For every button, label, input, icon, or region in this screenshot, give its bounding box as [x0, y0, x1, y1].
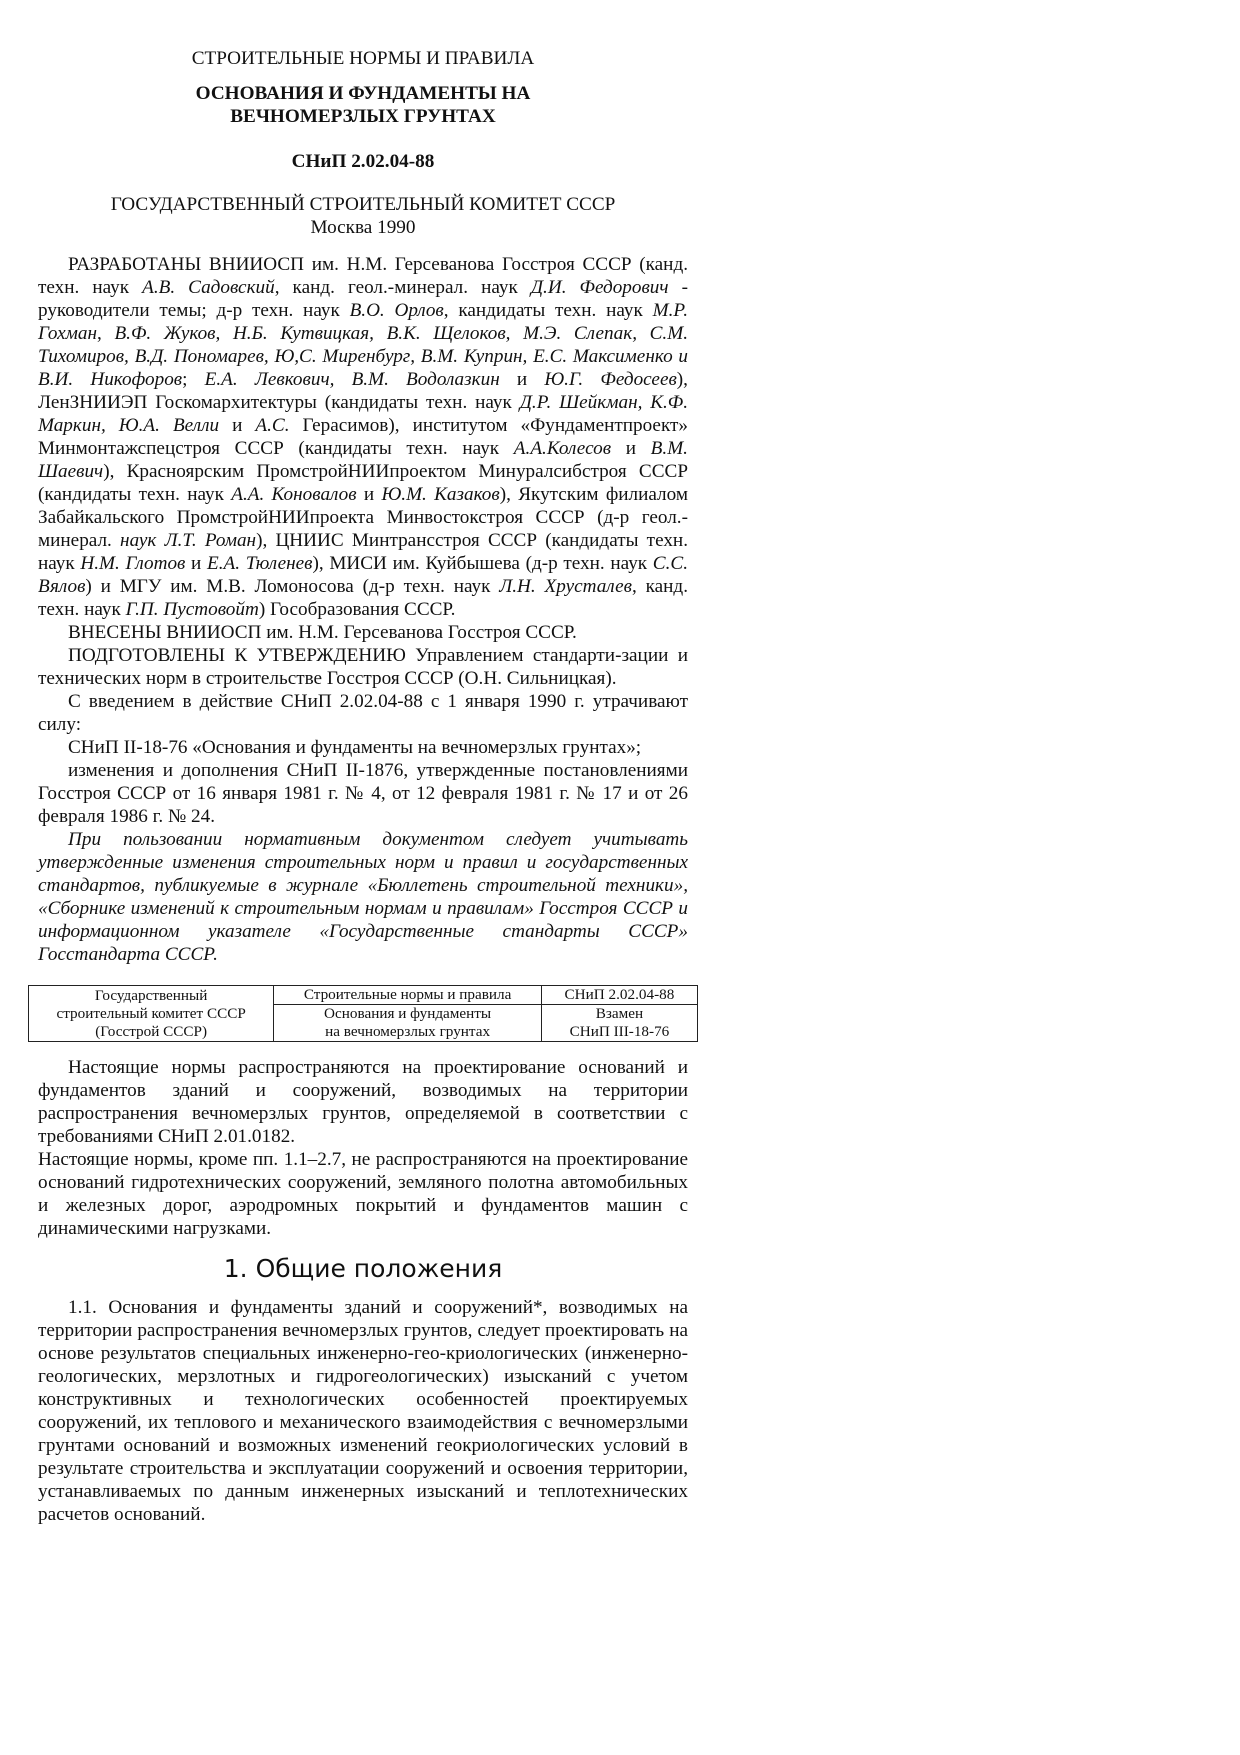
document-title-line-1: ОСНОВАНИЯ И ФУНДАМЕНТЫ НА: [195, 83, 531, 104]
title-cell: Основания и фундаменты на вечномерзлых грунтах: [274, 1005, 542, 1042]
publisher-name: ГОСУДАРСТВЕННЫЙ СТРОИТЕЛЬНЫЙ КОМИТЕТ СССР: [110, 194, 616, 215]
norms-heading: СТРОИТЕЛЬНЫЕ НОРМЫ И ПРАВИЛА: [191, 48, 535, 69]
prepared-paragraph: ПОДГОТОВЛЕНЫ К УТВЕРЖДЕНИЮ Управлением стандарти-зации и технических норм в строительстве Госстроя СССР (О.Н. Сильницкая).: [38, 645, 688, 689]
section-heading: 1. Общие положения: [223, 1254, 503, 1283]
replaces-cell: Взамен СНиП III-18-76: [541, 1005, 697, 1042]
effective-date-paragraph: С введением в действие СНиП 2.02.04-88 с 1 января 1990 г. утрачивают силу:: [38, 691, 688, 735]
usage-notice: При пользовании нормативным документом следует учитывать утвержденные изменения строительных норм и правил и государственных стандартов, публикуемые в журнале «Бюллетень строительной техники», «Сборнике изменений к строительным нормам и правилам» Госстроя СССР и информационном указателе «Государственные стандарты СССР» Госстандарта СССР.: [38, 829, 688, 965]
superseded-document-2: изменения и дополнения СНиП II-1876, утвержденные постановлениями Госстроя СССР от 16 января 1981 г. № 4, от 12 февраля 1981 г. № 17 и от 26 февраля 1986 г. № 24.: [38, 760, 688, 827]
developers-paragraph: РАЗРАБОТАНЫ ВНИИОСП им. Н.М. Герсеванова Госстроя СССР (канд. техн. наук А.В. Садовский, канд. геол.-минерал. наук Д.И. Федорович - руководители темы; д-р техн. наук В.О. Орлов, кандидаты техн. наук М.Р. Гохман, В.Ф. Жуков, Н.Б. Кутвицкая, В.К. Щелоков, М.Э. Слепак, С.М. Тихомиров, В.Д. Пономарев, Ю,С. Миренбург, В.М. Куприн, Е.С. Максименко и В.И. Никофоров; Е.А. Левкович, В.М. Водолазкин и Ю.Г. Федосеев), ЛенЗНИИЭП Госкомархитектуры (кандидаты техн. наук Д.Р. Шейкман, К.Ф. Маркин, Ю.А. Велли и А.С. Герасимов), институтом «Фундаментпроект» Минмонтажспецстроя СССР (кандидаты техн. наук А.А.Колесов и В.М. Шаевич), Красноярским ПромстройНИИпроектом Минуралсибстроя СССР (кандидаты техн. наук А.А. Коновалов и Ю.М. Казаков), Якутским филиалом Забайкальского ПромстройНИИпроекта Минвостокстроя СССР (д-р геол.-минерал. наук Л.Т. Роман), ЦНИИС Минтрансстроя СССР (кандидаты техн. наук Н.М. Глотов и Е.А. Тюленев), МИСИ им. Куйбышева (д-р техн. наук С.С. Вялов) и МГУ им. М.В. Ломоносова (д-р техн. наук Л.Н. Хрусталев, канд. техн. наук Г.П. Пустовойт) Гособразования СССР.: [38, 254, 689, 620]
superseded-document-1: СНиП II-18-76 «Основания и фундаменты на вечномерзлых грунтах»;: [68, 737, 642, 758]
front-matter: [38, 253, 688, 966]
norms-type-cell: Строительные нормы и правила: [274, 986, 542, 1005]
document-title: [38, 82, 688, 128]
scope-paragraph-2: Настоящие нормы, кроме пп. 1.1–2.7, не распространяются на проектирование оснований гидротехнических сооружений, земляного полотна автомобильных и железных дорог, аэродромных покрытий и фундаментов машин с динамическими нагрузками.: [38, 1149, 688, 1239]
introduced-paragraph: ВНЕСЕНЫ ВНИИОСП им. Н.М. Герсеванова Госстроя СССР.: [68, 622, 577, 643]
document-code: СНиП 2.02.04-88: [291, 151, 435, 172]
document-title-line-2: ВЕЧНОМЕРЗЛЫХ ГРУНТАХ: [230, 106, 496, 127]
issuer-cell: Государственный строительный комитет СССР (Госстрой СССР): [29, 986, 274, 1042]
clause-1-1: 1.1. Основания и фундаменты зданий и сооружений*, возводимых на территории распространения вечномерзлых грунтов, следует проектировать на основе результатов специальных инженерно-гео-криологических (инженерно-геологических, мерзлотных и гидрогеологических) изысканий с учетом конструктивных и технологических особенностей проектируемых сооружений, их теплового и механического взаимодействия с вечномерзлыми грунтами оснований и возможных изменений геокриологических условий в результате строительства и эксплуатации сооружений и освоения территории, устанавливаемых по данным инженерных изысканий и теплотехнических расчетов оснований.: [38, 1297, 688, 1525]
document-page: [38, 0, 688, 1526]
publisher-block: [38, 193, 688, 239]
scope-block: [38, 1056, 688, 1240]
document-header-table: [28, 985, 698, 1042]
publication-place-year: Москва 1990: [310, 217, 416, 238]
code-cell: СНиП 2.02.04-88: [541, 986, 697, 1005]
scope-paragraph-1: Настоящие нормы распространяются на проектирование оснований и фундаментов зданий и сооружений, возводимых на территории распространения вечномерзлых грунтов, определяемой в соответствии с требованиями СНиП 2.01.0182.: [38, 1057, 688, 1147]
